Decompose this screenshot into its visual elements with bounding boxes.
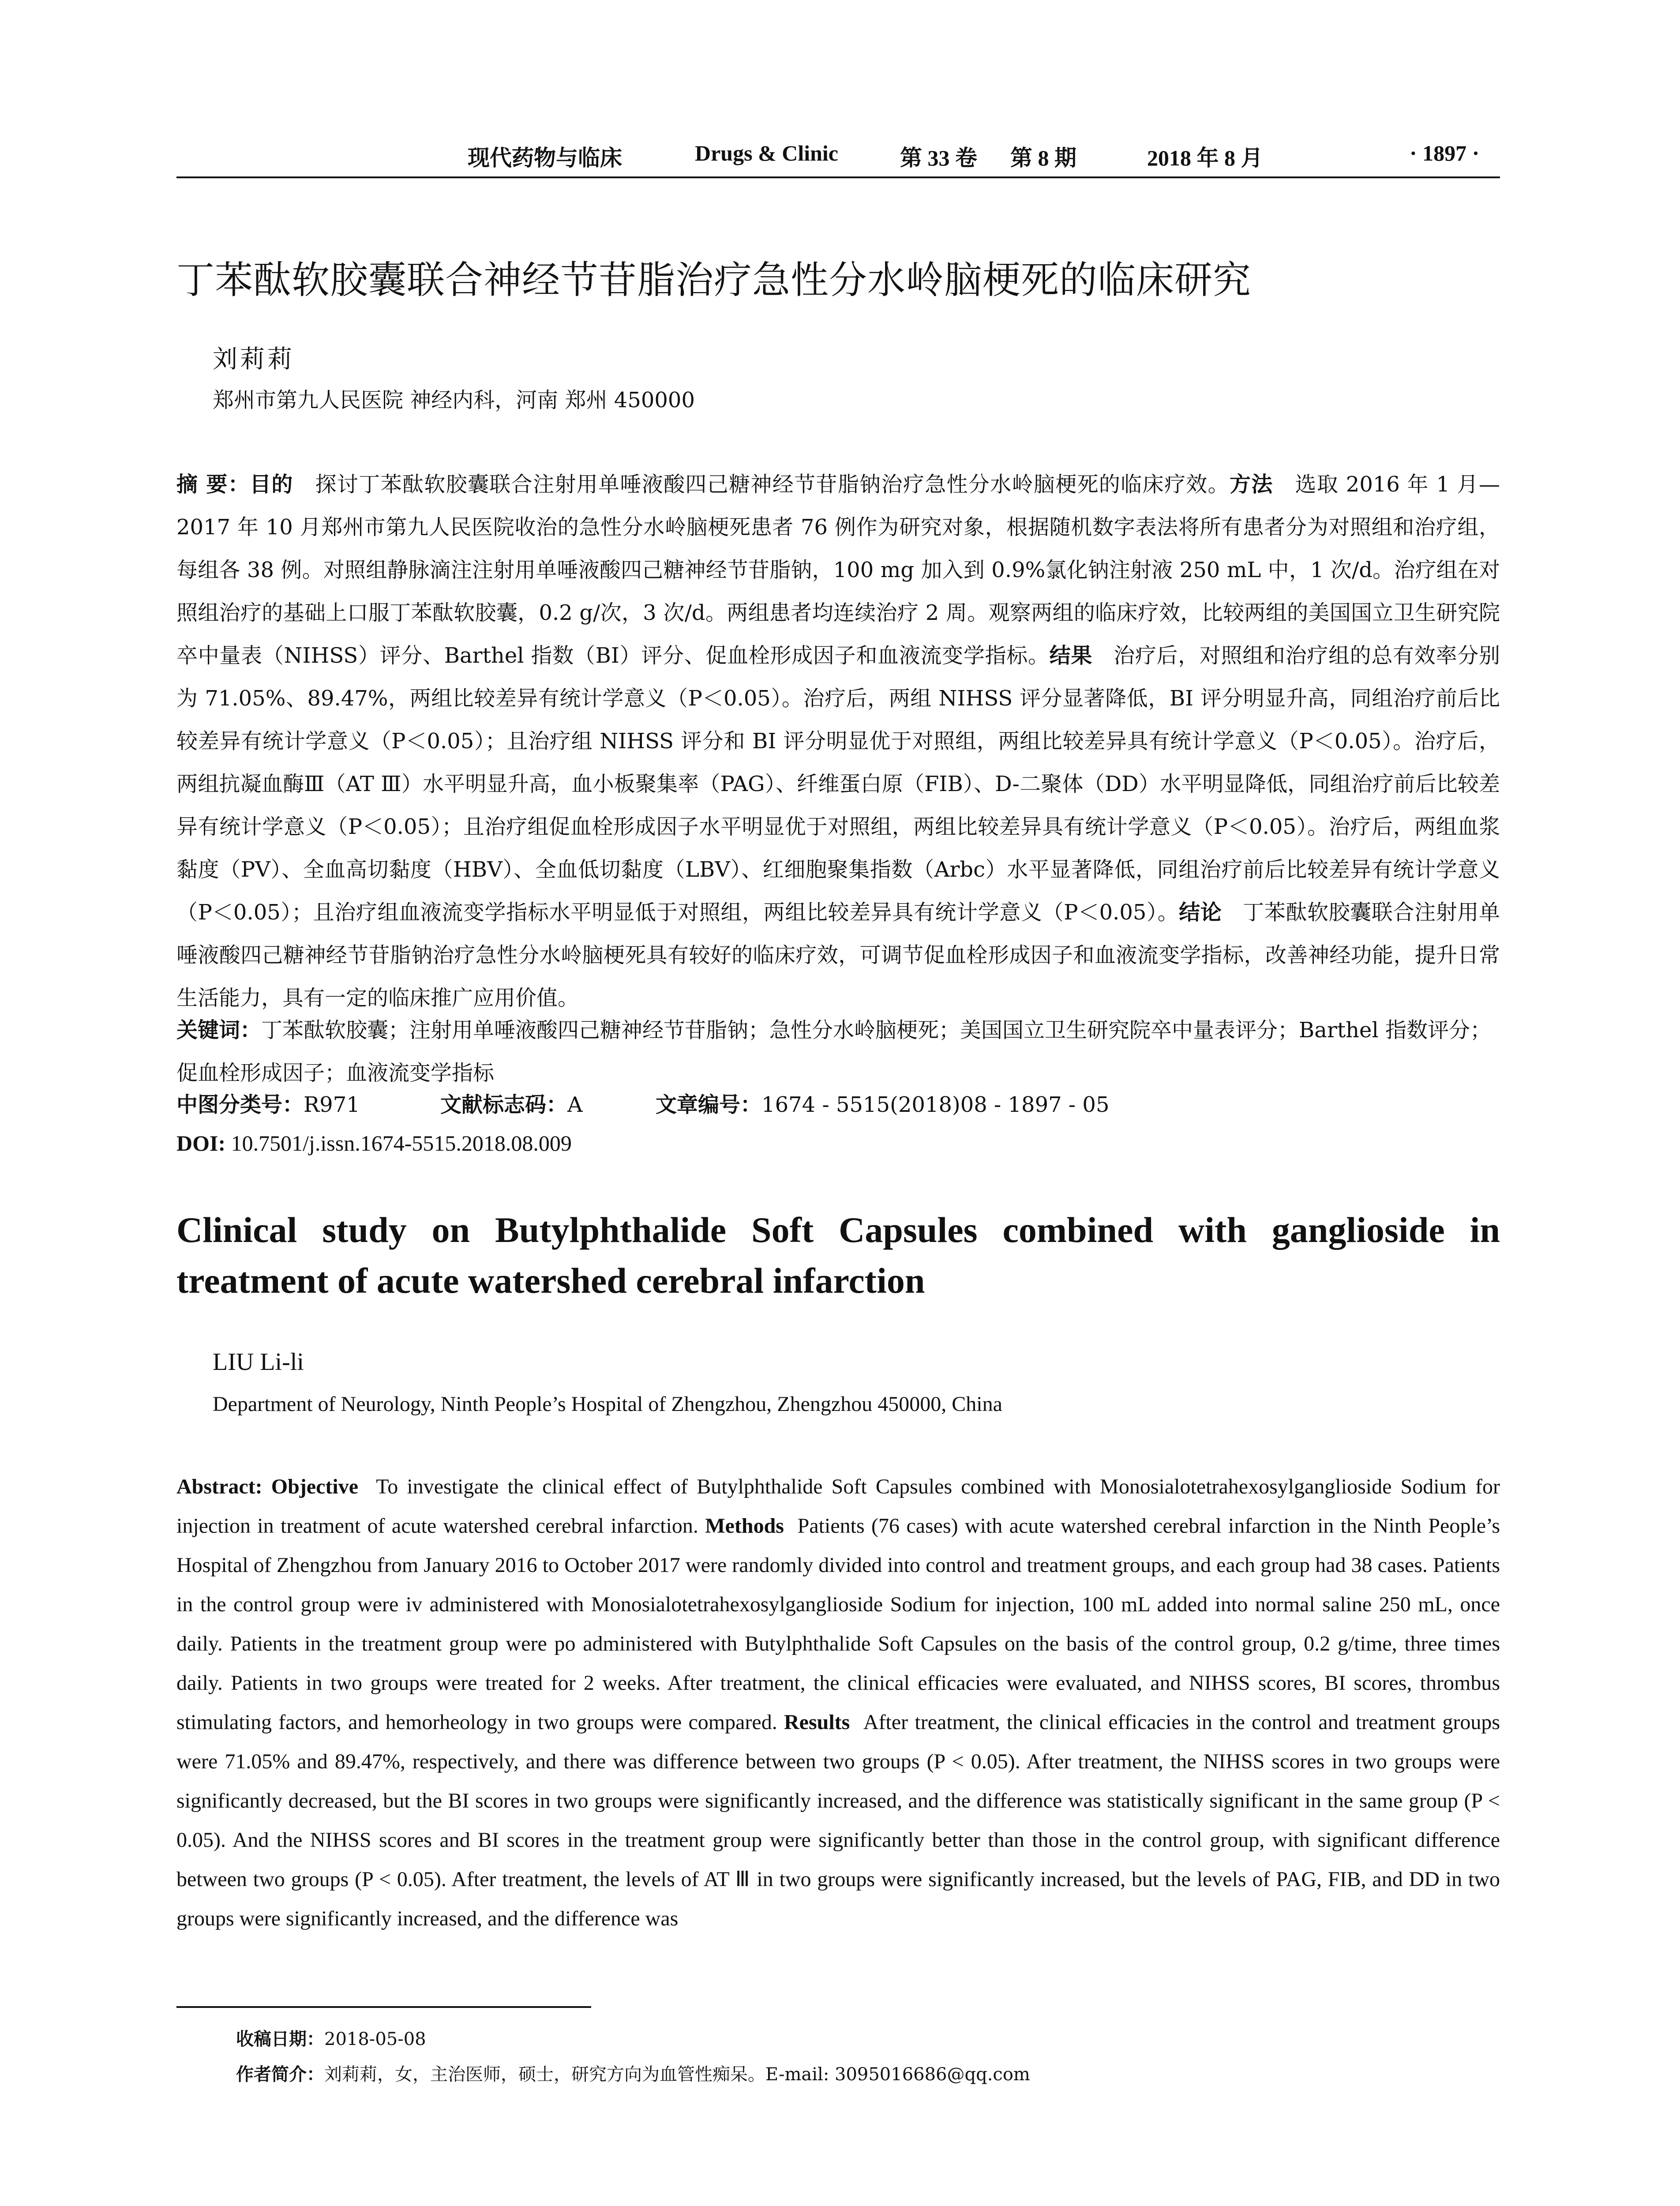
volume: 第 33 卷	[900, 146, 977, 170]
author-cn: 刘莉莉	[213, 345, 295, 374]
received-date	[236, 2025, 426, 2050]
objective-cn: 探讨丁苯酞软胶囊联合注射用单唾液酸四己糖神经节苷脂钠治疗急性分水岭脑梗死的临床疗效。	[315, 472, 1230, 497]
classification-line	[176, 1088, 1109, 1118]
article-no-label: 文章编号：	[656, 1092, 762, 1117]
affiliation-en: Department of Neurology, Ninth People’s Hospital of Zhengzhou, Zhengzhou 450000, China	[213, 1392, 1002, 1416]
conclusion-label-cn: 结论	[1179, 900, 1222, 925]
keywords-text: 丁苯酞软胶囊；注射用单唾液酸四己糖神经节苷脂钠；急性分水岭脑梗死；美国国立卫生研究院卒中量表评分；Barthel 指数评分；促血栓形成因子；血液流变学指标	[176, 1018, 1492, 1085]
title-en: Clinical study on Butylphthalide Soft Capsules combined with ganglioside in treatment of acute watershed cerebral infarction	[176, 1210, 1500, 1301]
methods-label-en: Methods	[705, 1514, 784, 1538]
doc-code-label: 文献标志码：	[440, 1092, 568, 1117]
author-info	[236, 2060, 1030, 2086]
abstract-label-en: Abstract:	[176, 1475, 262, 1498]
keywords-cn	[176, 1009, 1500, 1095]
keywords-label: 关键词：	[176, 1018, 262, 1043]
doc-code-value: A	[567, 1092, 583, 1117]
affiliation-cn: 郑州市第九人民医院 神经内科，河南 郑州 450000	[213, 388, 695, 413]
author-en: LIU Li-li	[213, 1348, 304, 1376]
running-header	[176, 140, 1500, 176]
abstract-en	[176, 1467, 1500, 1938]
objective-label-en: Objective	[271, 1475, 358, 1498]
conclusion-cn: 丁苯酞软胶囊联合注射用单唾液酸四己糖神经节苷脂钠治疗急性分水岭脑梗死具有较好的临床疗效，可调节促血栓形成因子和血液流变学指标，改善神经功能，提升日常生活能力，具有一定的临床推广应用价值。	[176, 900, 1500, 1010]
abstract-label-cn: 摘 要：	[176, 472, 250, 497]
methods-en: Patients (76 cases) with acute watershed cerebral infarction in the Ninth People’s Hospital of Zhengzhou from January 2016 to October 2017 were randomly divided into control and treatment groups, and each group had 38 cases. Patients in the control group were iv administered with Monosialotetrahexosylganglioside Sodium for injection, 100 mL added into normal saline 250 mL, once daily. Patients in the treatment group were po administered with Butylphthalide Soft Capsules on the basis of the control group, 0.2 g/time, three times daily. Patients in two groups were treated for 2 weeks. After treatment, the clinical efficacies were evaluated, and NIHSS scores, BI scores, thrombus stimulating factors, and hemorheology in two groups were compared.	[176, 1514, 1500, 1734]
issue-date: 2018 年 8 月	[1147, 146, 1263, 170]
objective-en: To investigate the clinical effect of Butylphthalide Soft Capsules combined with Monosialotetrahexosylganglioside Sodium for injection in treatment of acute watershed cerebral infarction.	[176, 1475, 1500, 1538]
page-number: · 1897 ·	[1410, 141, 1480, 165]
doi-value: 10.7501/j.issn.1674-5515.2018.08.009	[231, 1131, 572, 1156]
footnote-rule	[176, 2006, 591, 2008]
doi-label: DOI:	[176, 1131, 226, 1156]
methods-label-cn: 方法	[1230, 472, 1273, 497]
results-en: After treatment, the clinical efficacies in the control and treatment groups were 71.05% and 89.47%, respectively, and there was difference between two groups (P < 0.05). After treatment, the NIHSS scores in two groups were significantly decreased, but the BI scores in two groups were significantly increased, and the difference was statistically significant in the same group (P < 0.05). And the NIHSS scores and BI scores in the treatment group were significantly better than those in the control group, with significant difference between two groups (P < 0.05). After treatment, the levels of AT Ⅲ in two groups were significantly increased, but the levels of PAG, FIB, and DD in two groups were significantly increased, and the difference was	[176, 1711, 1500, 1930]
title-cn: 丁苯酞软胶囊联合神经节苷脂治疗急性分水岭脑梗死的临床研究	[176, 258, 1251, 302]
author-info-label: 作者简介：	[236, 2064, 324, 2085]
methods-cn: 选取 2016 年 1 月—2017 年 10 月郑州市第九人民医院收治的急性分水岭脑梗死患者 76 例作为研究对象，根据随机数字表法将所有患者分为对照组和治疗组，每组各 38 例。对照组静脉滴注注射用单唾液酸四己糖神经节苷脂钠，100 mg 加入到 0.9%氯化钠注射液 250 mL 中，1 次/d。治疗组在对照组治疗的基础上口服丁苯酞软胶囊，0.2 g/次，3 次/d。两组患者均连续治疗 2 周。观察两组的临床疗效，比较两组的美国国立卫生研究院卒中量表（NIHSS）评分、Barthel 指数（BI）评分、促血栓形成因子和血液流变学指标。	[176, 472, 1500, 668]
clc-label: 中图分类号：	[176, 1092, 304, 1117]
journal-name-cn: 现代药物与临床	[468, 146, 622, 170]
received-label: 收稿日期：	[236, 2029, 324, 2049]
results-cn: 治疗后，对照组和治疗组的总有效率分别为 71.05%、89.47%，两组比较差异有统计学意义（P＜0.05）。治疗后，两组 NIHSS 评分显著降低，BI 评分明显升高，同组治疗前后比较差异有统计学意义（P＜0.05）；且治疗组 NIHSS 评分和 BI 评分明显优于对照组，两组比较差异具有统计学意义（P＜0.05）。治疗后，两组抗凝血酶Ⅲ（AT Ⅲ）水平明显升高，血小板聚集率（PAG）、纤维蛋白原（FIB）、D-二聚体（DD）水平明显降低，同组治疗前后比较差异有统计学意义（P＜0.05）；且治疗组促血栓形成因子水平明显优于对照组，两组比较差异具有统计学意义（P＜0.05）。治疗后，两组血浆黏度（PV）、全血高切黏度（HBV）、全血低切黏度（LBV）、红细胞聚集指数（Arbc）水平显著降低，同组治疗前后比较差异有统计学意义（P＜0.05）；且治疗组血液流变学指标水平明显低于对照组，两组比较差异具有统计学意义（P＜0.05）。	[176, 643, 1500, 925]
objective-label-cn: 目的	[250, 472, 293, 497]
author-info-value: 刘莉莉，女，主治医师，硕士，研究方向为血管性痴呆。E-mail: 3095016686@qq.com	[324, 2064, 1030, 2085]
results-label-en: Results	[784, 1711, 850, 1734]
header-rule	[176, 176, 1500, 178]
doi-line	[176, 1130, 572, 1156]
abstract-cn	[176, 463, 1500, 1020]
journal-name-en: Drugs & Clinic	[695, 141, 838, 165]
clc-value: R971	[304, 1092, 360, 1117]
received-value: 2018-05-08	[324, 2029, 426, 2049]
results-label-cn: 结果	[1049, 643, 1093, 668]
issue: 第 8 期	[1010, 146, 1076, 170]
article-no-value: 1674 - 5515(2018)08 - 1897 - 05	[761, 1092, 1110, 1117]
